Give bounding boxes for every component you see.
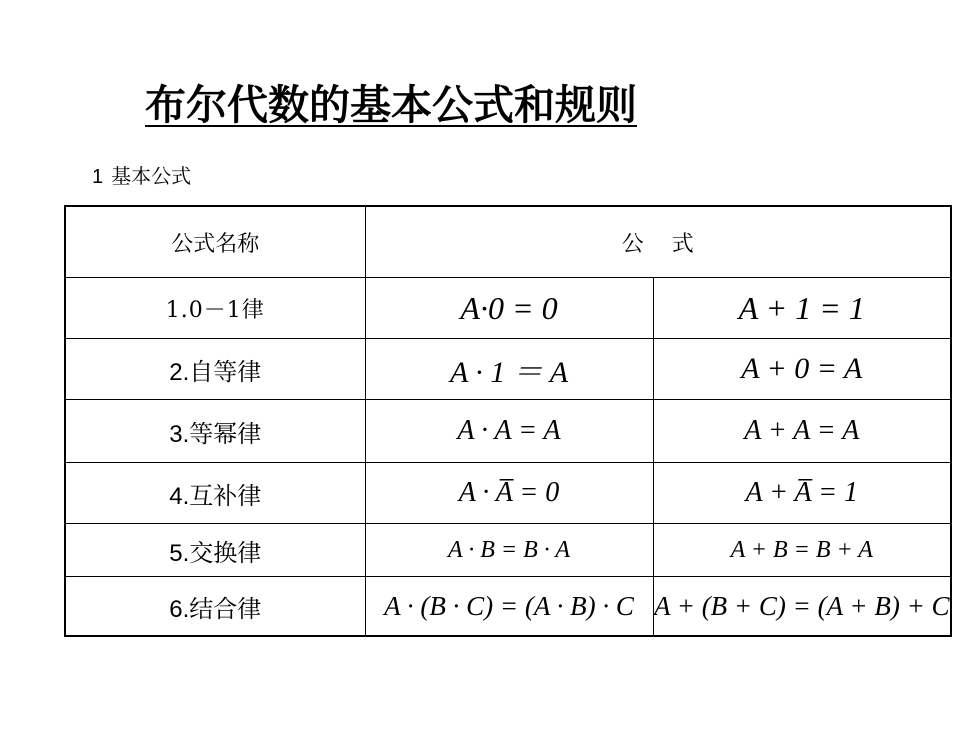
header-formula: 公式	[365, 206, 951, 278]
formula-or: A + 0 = A	[653, 339, 951, 400]
law-number: 4.	[169, 482, 190, 510]
formula-table	[64, 205, 952, 637]
section-label: 基本公式	[111, 164, 192, 188]
formula-and: A·0 = 0	[365, 278, 653, 339]
formula-or: A + (B + C) = (A + B) + C	[653, 577, 951, 637]
law-name	[65, 400, 365, 463]
law-label: 互补律	[189, 481, 262, 510]
formula-or: A + 1 = 1	[653, 278, 951, 339]
formula-and: A · 1 ＝ A	[365, 339, 653, 400]
law-label: 自等律	[189, 357, 262, 386]
table-row	[65, 463, 951, 524]
formula-or: A + B = B + A	[653, 524, 951, 577]
law-number: 3.	[169, 420, 190, 448]
formula-or: A + A = A	[653, 400, 951, 463]
formula-and: A · A = A	[365, 400, 653, 463]
formula-or: A + A̅ = 1	[653, 463, 951, 524]
law-label: 结合律	[189, 594, 262, 623]
law-label: 1.0－1律	[165, 297, 265, 323]
law-number: 6.	[169, 595, 190, 623]
law-label: 交换律	[189, 538, 262, 567]
law-name	[65, 524, 365, 577]
table-header-row	[65, 206, 951, 278]
formula-and: A · A̅ = 0	[365, 463, 653, 524]
law-name	[65, 278, 365, 339]
table-row	[65, 339, 951, 400]
formula-and: A · B = B · A	[365, 524, 653, 577]
law-number: 2.	[169, 358, 190, 386]
law-name	[65, 577, 365, 637]
header-formula-name: 公式名称	[65, 206, 365, 278]
page-title: 布尔代数的基本公式和规则	[145, 81, 637, 129]
table-row	[65, 400, 951, 463]
law-name	[65, 463, 365, 524]
law-number: 5.	[169, 539, 190, 567]
law-name	[65, 339, 365, 400]
section-number: 1	[92, 166, 104, 188]
table-row	[65, 524, 951, 577]
table-row	[65, 278, 951, 339]
formula-and: A · (B · C) = (A · B) · C	[365, 577, 653, 637]
table-row	[65, 577, 951, 637]
law-label: 等幂律	[189, 419, 262, 448]
section-heading	[92, 160, 191, 189]
